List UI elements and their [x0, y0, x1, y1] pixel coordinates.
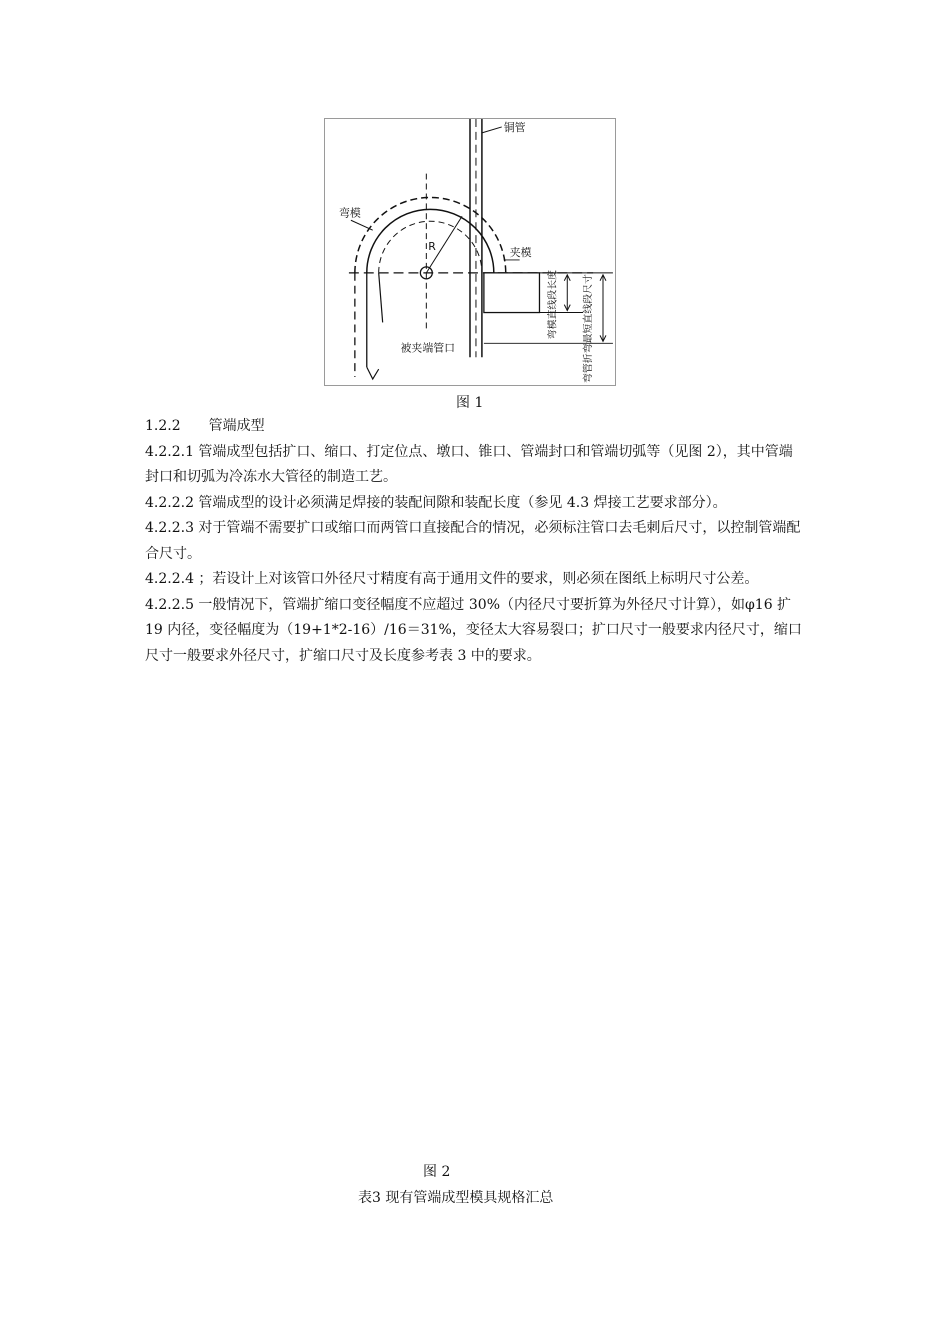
dim-straight-length-label: 弯管折弯最短直线段尺寸	[583, 274, 595, 384]
clamped-end-label: 被夹端管口	[400, 341, 456, 355]
bend-die-left-groove	[379, 273, 383, 323]
paragraph-4-2-2-2: 4.2.2.2 管端成型的设计必须满足焊接的装配间隙和装配长度（参见 4.3 焊接工艺要求部分）。	[145, 494, 727, 511]
table-3-caption: 表3 现有管端成型模具规格汇总	[358, 1190, 554, 1206]
copper-pipe-leader	[482, 127, 502, 133]
bend-die-leader	[351, 220, 373, 230]
figure-2-caption: 图 2	[423, 1164, 451, 1180]
clamp-die	[484, 273, 540, 313]
bend-die-break-mark	[367, 367, 379, 379]
section-heading: 1.2.2 管端成型	[145, 418, 265, 434]
body-text	[145, 414, 805, 669]
figure-1-caption: 图 1	[456, 395, 484, 411]
clamp-die-label: 夹模	[509, 245, 532, 259]
copper-pipe-label: 铜管	[503, 120, 526, 134]
paragraph-4-2-2-3: 4.2.2.3 对于管端不需要扩口或缩口而两管口直接配合的情况，必须标注管口去毛刺后尺寸，以控制管端配合尺寸。	[145, 520, 801, 562]
paragraph-4-2-2-5: 4.2.2.5 一般情况下，管端扩缩口变径幅度不应超过 30%（内径尺寸要折算为外径尺寸计算），如φ16 扩 19 内径，变径幅度为（19+1*2-16）/16＝31%，变径太大容易裂口；扩口尺寸一般要求内径尺寸，缩口尺寸一般要求外径尺寸，扩缩口尺寸及长度参考表 3 中的要求。	[145, 596, 802, 664]
angle-mark: R	[428, 240, 436, 254]
paragraph-4-2-2-4: 4.2.2.4 ；若设计上对该管口外径尺寸精度有高于通用文件的要求，则必须在图纸上标明尺寸公差。	[145, 571, 759, 587]
paragraph-4-2-2-1: 4.2.2.1 管端成型包括扩口、缩口、打定位点、墩口、锥口、管端封口和管端切弧等（见图 2），其中管端封口和切弧为冷冻水大管径的制造工艺。	[145, 443, 793, 485]
bend-die-diagram-svg	[325, 119, 615, 385]
figure-1-diagram	[324, 118, 616, 386]
bend-die-label: 弯模	[338, 206, 361, 220]
dim-clamp-length-label: 弯模直线段长度	[547, 269, 559, 340]
